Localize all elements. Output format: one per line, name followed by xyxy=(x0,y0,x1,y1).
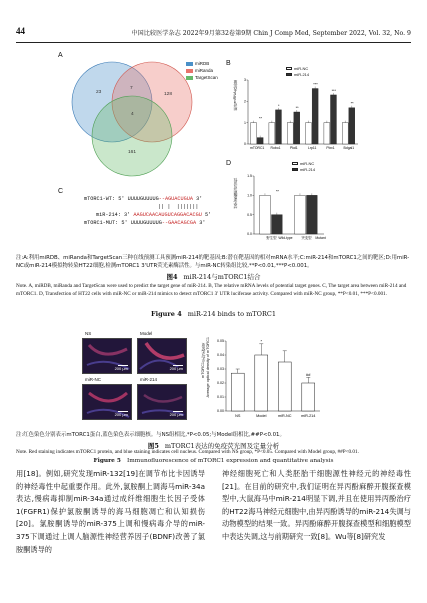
bar xyxy=(295,195,306,234)
mic-label-mir214: miR-214 xyxy=(140,377,158,382)
significance-label: ** xyxy=(258,116,262,121)
seq-mut: mTORC1-MUT: 5' UUUUGUUUUG--GAACAGCGA 3' xyxy=(84,220,206,226)
bar xyxy=(231,373,244,411)
y-tick-label: 0.01 xyxy=(217,395,224,400)
mic-label-ns: NS xyxy=(85,331,92,336)
fig5-title-en: Figure 5 Immunofluorescence of mTORC1 expression and quantitative analysis xyxy=(93,458,334,464)
venn-count: 4 xyxy=(131,112,134,117)
chart-d-legend-nc: miR-NC xyxy=(292,161,314,166)
bar xyxy=(302,383,315,411)
running-header xyxy=(16,26,411,40)
bar xyxy=(276,110,282,144)
y-tick-label: 0.05 xyxy=(217,339,224,344)
panel-label-b: B xyxy=(226,60,231,67)
chart-5-ylabel-zh: mTORC1平均光密度 xyxy=(201,343,205,378)
chart-5-svg xyxy=(204,335,324,423)
bar xyxy=(307,195,318,234)
y-tick-label: 0.02 xyxy=(217,381,224,386)
chart-fig5 xyxy=(201,335,324,423)
fig4-title-zh: 图4 miR-214与mTORC1结合 xyxy=(166,273,261,281)
legend-swatch xyxy=(186,62,193,66)
seq-wt: mTORC1-WT: 5' UUUUGUUUUG--AGUACUGUA 3' xyxy=(84,196,203,202)
y-tick-label: 0.5 xyxy=(247,212,252,217)
bar xyxy=(287,123,293,144)
venn-legend xyxy=(186,60,218,81)
page-number: 44 xyxy=(16,26,25,36)
sequence-alignment xyxy=(84,195,254,227)
y-tick-label: 0.00 xyxy=(217,409,224,414)
venn-legend-item: miRDB xyxy=(186,60,218,67)
significance-label: ** xyxy=(295,106,299,110)
bar xyxy=(331,95,337,144)
micrograph-mir214: 200 μm xyxy=(137,384,187,420)
fig4-caption-en: Note. A, miRDB, miRanda and TargetScan were used to predict the target gene of miR-214. B, The relative mRNA levels of potential target genes. C, The target area between miR-214 and mTORC1. D, Transfection of HT22 cells with miR-NC or miR-214 mimics to detect mTORC1 3' UTR luciferase activity. Compared with miR-NC group, **P<0.01, ***P<0.001. xyxy=(16,283,407,297)
x-tick-label: Bdgal1 xyxy=(343,146,355,150)
chart-d-legend-214: miR-214 xyxy=(292,167,315,172)
x-tick-label-en: Mutant xyxy=(315,236,326,240)
y-tick-label: 2 xyxy=(244,99,246,104)
venn-circle-targetscan xyxy=(92,96,172,176)
journal-line: 中国比较医学杂志 2022年9月第32卷第9期 Chin J Comp Med, September 2022, Vol. 32, No. 9 xyxy=(131,30,411,37)
y-tick-label: 0.04 xyxy=(217,353,224,358)
header-rule xyxy=(16,42,411,43)
x-tick-label: Model xyxy=(256,414,267,418)
seq-mir: miR-214: 3' AAGUCAACAUGUCAGGACACGU 5' xyxy=(96,212,212,218)
fig5-caption-en: Note. Red staining indicates mTORC1 protein, and blue staining indicates cell nucleus. Compared with NS group, *P<0.05. Compared with Model group, ##P<0.01. xyxy=(16,449,359,455)
bar xyxy=(324,123,330,144)
bar xyxy=(294,112,300,144)
bar xyxy=(342,123,348,144)
seq-pair: || | ||||||| xyxy=(158,204,199,210)
chart-b-legend-214: miR-214 xyxy=(286,72,309,77)
y-tick-label: 1.5 xyxy=(247,174,252,179)
venn-count: 23 xyxy=(96,90,102,95)
x-tick-label-en: Wild-type xyxy=(278,236,293,240)
chart-d-ylabel: 荧光素酶相对活性 xyxy=(233,178,237,209)
figure-4 xyxy=(56,50,366,252)
x-tick-label: mTORC1 xyxy=(250,146,265,150)
y-tick-label: 0 xyxy=(244,142,246,147)
bar xyxy=(251,123,257,144)
mic-label-mirnc: miR-NC xyxy=(85,377,101,382)
legend-swatch xyxy=(186,69,193,73)
y-tick-label: 3 xyxy=(244,78,246,83)
y-tick-label: 1 xyxy=(244,120,246,125)
micrograph-model: 200 μm xyxy=(137,338,187,374)
fig4-caption-zh: 注:A:利用miRDB、miRanda和TargetScan三种在线预测工具预测miR-214的靶基因;B:潜在靶基因的相对mRNA水平;C:miR-214和mTORC1之间的靶区;D:用miR-NC或miR-214模拟物转染HT22细胞,检测mTORC1 3'UTR荧光素酶活性。与miR-NC转染组比较,**P<0.01,***P<0.001。 xyxy=(16,255,410,269)
venn-count: 161 xyxy=(128,150,137,155)
chart-b-legend-nc: miR-NC xyxy=(286,66,308,71)
x-tick-label: NS xyxy=(235,414,241,418)
micrograph-ns: 200 μm xyxy=(82,338,132,374)
mic-label-model: Model xyxy=(140,331,153,336)
significance-label: ** xyxy=(350,101,354,106)
x-tick-label: miR-214 xyxy=(301,414,316,418)
venn-legend-item: TargetScan xyxy=(186,74,218,81)
body-column-left: 用[18]。例如,研究发现miR-132[19]在调节布比卡因诱导的神经毒性中起重要作用。此外,氯胺酮上调海马miR-34a表达,慢病毒抑制miR-34a通过成纤维细胞生长因子受体1(FGFR1)保护氯胺酮诱导的海马细胞凋亡和认知损伤[20]。氯胺酮诱导的miR-375上调和慢病毒介导的miR-375下调通过上调人脑源性神经营养因子(BDNF)改善了氯胺酮诱导的 xyxy=(16,469,205,554)
y-tick-label: 0.03 xyxy=(217,367,224,372)
bar xyxy=(255,355,268,411)
panel-label-a: A xyxy=(58,52,63,59)
chart-5-ylabel-en: Average optical density of mTORC1 xyxy=(206,337,210,398)
x-tick-label: miR-NC xyxy=(278,414,292,418)
figure-5 xyxy=(82,331,352,427)
chart-b-svg xyxy=(234,68,362,152)
x-tick-label: 突变型 xyxy=(301,236,312,240)
significance-label: * xyxy=(260,338,263,344)
chart-b xyxy=(234,68,362,152)
y-tick-label: 0.0 xyxy=(247,232,252,237)
x-tick-label: 野生型 xyxy=(266,236,277,240)
bar xyxy=(312,89,318,144)
significance-label: *** xyxy=(313,82,318,87)
venn-count: 7 xyxy=(130,86,133,91)
significance-label: ## xyxy=(306,371,311,377)
bar xyxy=(306,123,312,144)
x-tick-label: Lrp11 xyxy=(307,146,317,150)
significance-label: ** xyxy=(275,189,279,194)
bar xyxy=(269,123,275,144)
venn-count: 128 xyxy=(164,92,173,97)
panel-label-d: D xyxy=(226,160,232,167)
significance-label: *** xyxy=(331,88,337,93)
bar xyxy=(349,108,355,144)
bar xyxy=(257,138,263,144)
fig4-title-en: Figure 4 miR-214 binds to mTORC1 xyxy=(151,310,276,318)
bar xyxy=(278,362,291,411)
legend-swatch xyxy=(186,76,193,80)
body-column-right: 神经细胞死亡和人类胚胎干细胞源性神经元的神经毒性[21]。在目前的研究中,我们证明在异丙酚麻醉开腹探查模型中,大鼠海马中miR-214明显下调,并且在使用异丙酚治疗的HT22海马神经元细胞中,由异丙酚诱导的miR-214失调与动物模型的结果一致。异丙酚麻醉开腹探查模型和细胞模型中表达失调,这与前期研究一致[8]。Wu等[8]研究发 xyxy=(222,469,411,541)
fig5-caption-zh: 注:红色染色分别表示mTORC1蛋白,蓝色染色表示细胞核。与NS组相比,*P<0.05;与Model组相比,##P<0.01。 xyxy=(16,432,285,438)
panel-label-c: C xyxy=(58,188,64,195)
significance-label: * xyxy=(278,103,280,108)
bar xyxy=(272,215,283,234)
fig5-title-zh: 图5 mTORC1表达的免疫荧光图及定量分析 xyxy=(147,442,280,450)
bar xyxy=(260,195,271,234)
x-tick-label: Pkd1 xyxy=(289,146,298,150)
venn-legend-item: miRanda xyxy=(186,67,218,74)
micrograph-mirnc: 200 μm xyxy=(82,384,132,420)
y-tick-label: 1.0 xyxy=(247,193,252,198)
x-tick-label: Plxx1 xyxy=(326,146,335,150)
chart-b-ylabel: 相对mRNA表达量 xyxy=(233,80,237,111)
x-tick-label: Robo1 xyxy=(270,146,281,150)
